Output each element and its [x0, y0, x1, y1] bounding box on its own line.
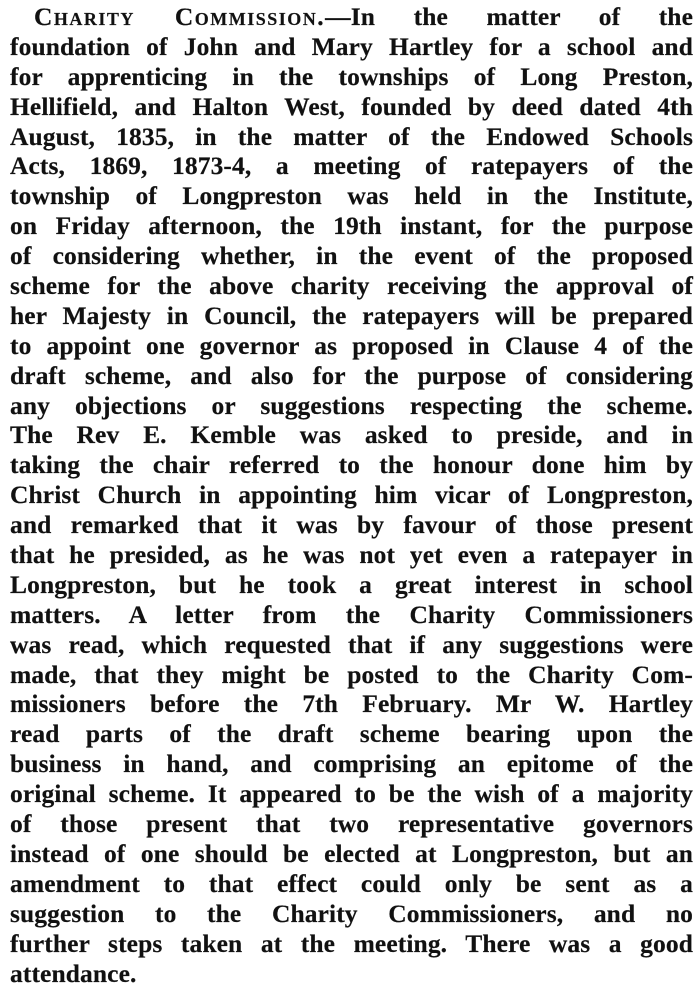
article-line: further steps taken at the meeting. There was a good [10, 929, 693, 959]
article-line: amendment to that effect could only be sent as a [10, 869, 693, 899]
article-line: of considering whether, in the event of the proposed [10, 241, 693, 271]
article-line: Christ Church in appointing him vicar of Longpreston, [10, 480, 693, 510]
heading-dash: — [325, 2, 351, 31]
article-line: business in hand, and comprising an epitome of the [10, 749, 693, 779]
article-line: for apprenticing in the townships of Long Preston, [10, 62, 693, 92]
article-line: of those present that two representative governors [10, 809, 693, 839]
article-line: was read, which requested that if any suggestions were [10, 630, 693, 660]
article-last-line: attendance. [10, 959, 693, 988]
article-line: draft scheme, and also for the purpose of considering [10, 361, 693, 391]
article-line: foundation of John and Mary Hartley for a school and [10, 32, 693, 62]
article-line: scheme for the above charity receiving the approval of [10, 271, 693, 301]
article-line: on Friday afternoon, the 19th instant, for the purpose [10, 211, 693, 241]
article-line: Acts, 1869, 1873-4, a meeting of ratepayers of the [10, 151, 693, 181]
article-line: The Rev E. Kemble was asked to preside, and in [10, 420, 693, 450]
article-first-line [10, 2, 693, 32]
article-line: and remarked that it was by favour of those present [10, 510, 693, 540]
article-line: any objections or suggestions respecting the scheme. [10, 391, 693, 421]
article-line: Longpreston, but he took a great interest in school [10, 570, 693, 600]
article-line: township of Longpreston was held in the Institute, [10, 181, 693, 211]
article-line: made, that they might be posted to the Charity Com- [10, 660, 693, 690]
article-line: read parts of the draft scheme bearing upon the [10, 719, 693, 749]
article-line: suggestion to the Charity Commissioners, and no [10, 899, 693, 929]
article-line: matters. A letter from the Charity Commissioners [10, 600, 693, 630]
article-line: her Majesty in Council, the ratepayers will be prepared [10, 301, 693, 331]
article-line: Hellifield, and Halton West, founded by deed dated 4th [10, 92, 693, 122]
article-line: original scheme. It appeared to be the wish of a majority [10, 779, 693, 809]
article-line: taking the chair referred to the honour done him by [10, 450, 693, 480]
article-line: August, 1835, in the matter of the Endowed Schools [10, 122, 693, 152]
article-line: that he presided, as he was not yet even a ratepayer in [10, 540, 693, 570]
article-line: instead of one should be elected at Longpreston, but an [10, 839, 693, 869]
article-line: In the matter of the [351, 2, 693, 31]
article-line: to appoint one governor as proposed in Clause 4 of the [10, 331, 693, 361]
article-line: missioners before the 7th February. Mr W. Hartley [10, 689, 693, 719]
article-heading: Charity Commission. [34, 2, 325, 31]
newspaper-clipping [10, 2, 693, 988]
